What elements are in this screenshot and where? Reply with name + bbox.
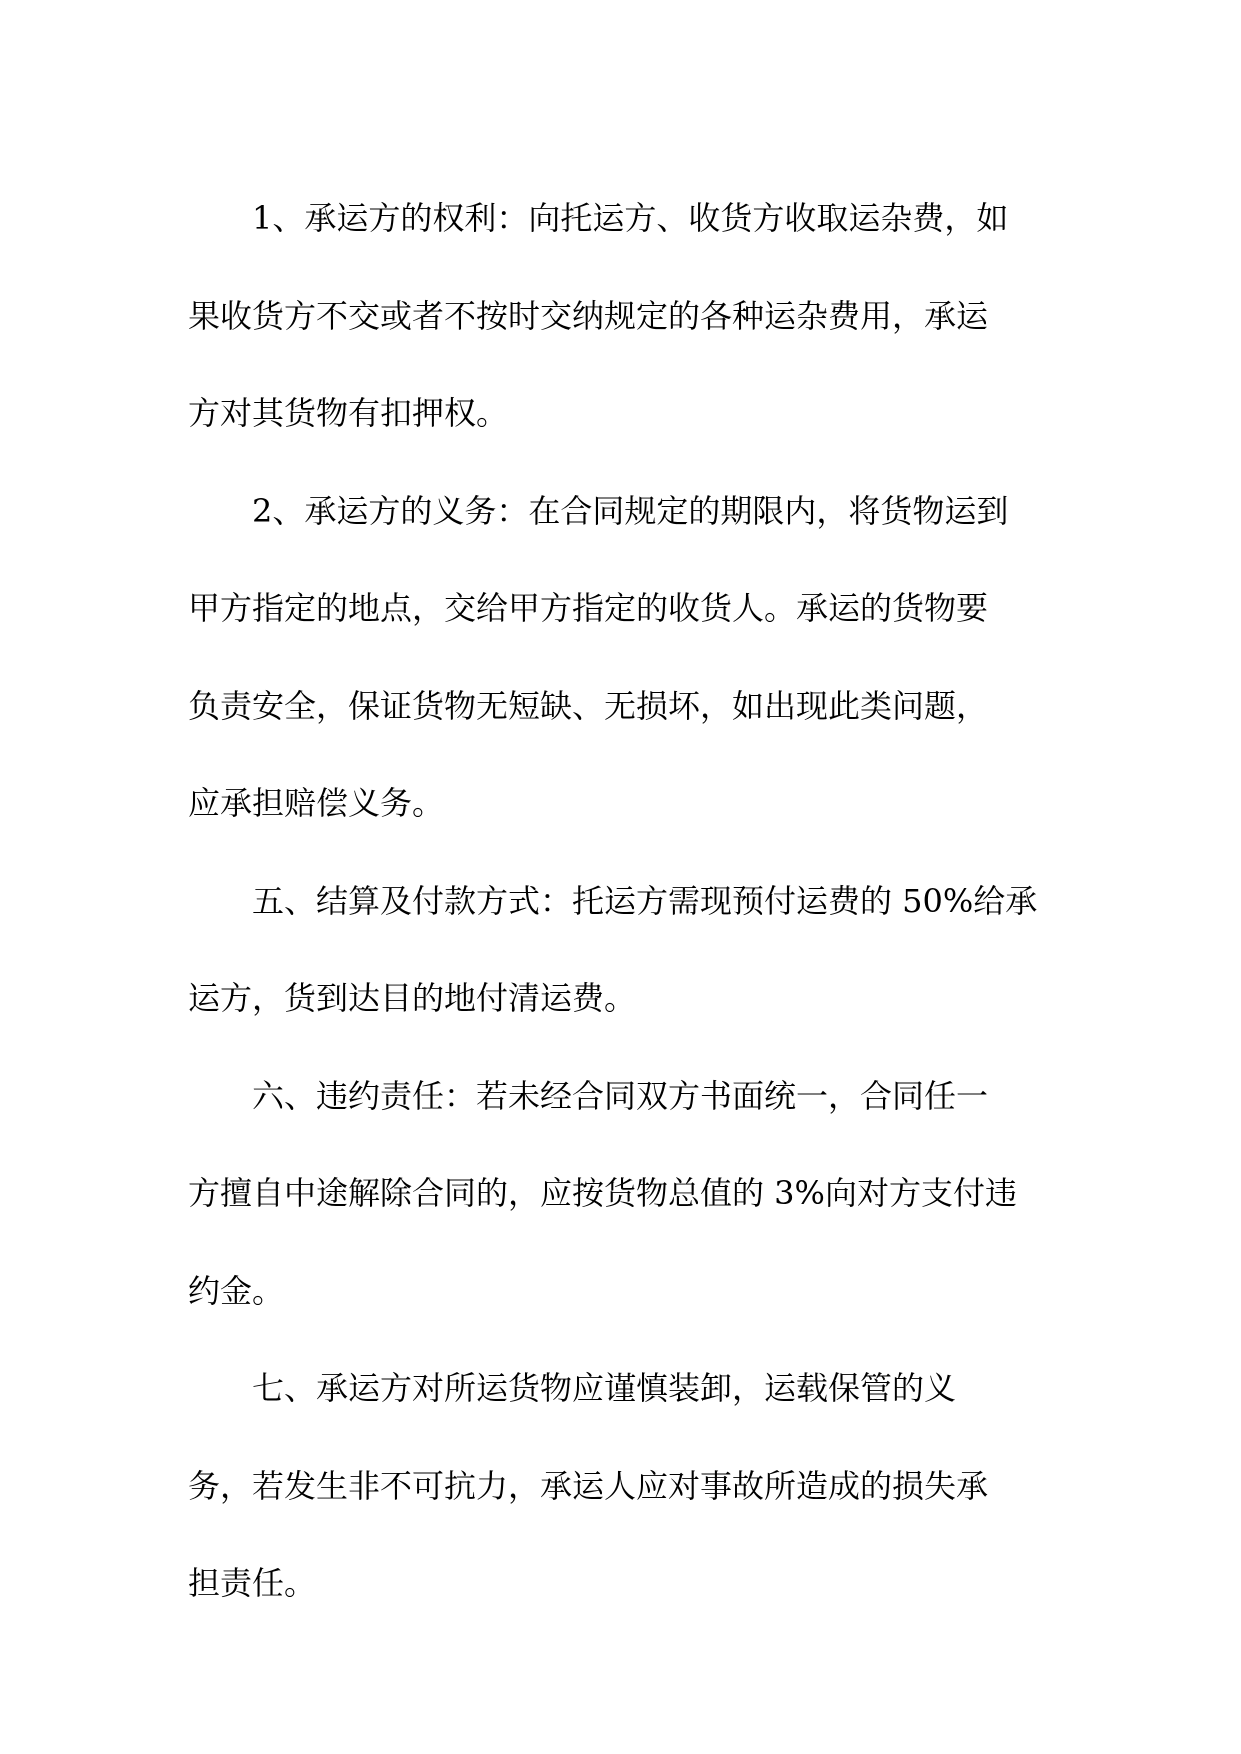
text-line: 果收货方不交或者不按时交纳规定的各种运杂费用，承运 — [188, 296, 989, 335]
paragraph-carrier-rights — [188, 170, 1068, 463]
text-line: 七、承运方对所运货物应谨慎装卸，运载保管的义 — [252, 1369, 957, 1407]
text-line: 五、结算及付款方式：托运方需现预付运费的 50%给承 — [252, 881, 1038, 920]
paragraph-settlement-payment — [188, 853, 1068, 1048]
document-body — [188, 170, 1068, 1633]
text-line: 负责安全，保证货物无短缺、无损坏，如出现此类问题， — [188, 686, 989, 725]
text-line: 应承担赔偿义务。 — [188, 784, 445, 822]
text-line: 务，若发生非不可抗力，承运人应对事故所造成的损失承 — [188, 1466, 989, 1505]
paragraph-breach-liability — [188, 1048, 1068, 1341]
paragraph-handling-care — [188, 1340, 1068, 1633]
paragraph-carrier-obligations — [188, 463, 1068, 853]
text-line: 六、违约责任：若未经合同双方书面统一，合同任一 — [252, 1076, 989, 1115]
text-line: 1、承运方的权利：向托运方、收货方收取运杂费，如 — [252, 199, 1009, 237]
text-line: 2、承运方的义务：在合同规定的期限内，将货物运到 — [252, 491, 1009, 530]
text-line: 甲方指定的地点，交给甲方指定的收货人。承运的货物要 — [188, 589, 989, 627]
text-line: 担责任。 — [188, 1564, 317, 1602]
text-line: 方擅自中途解除合同的，应按货物总值的 3%向对方支付违 — [188, 1174, 1017, 1212]
text-line: 运方，货到达目的地付清运费。 — [188, 979, 637, 1017]
text-line: 方对其货物有扣押权。 — [188, 394, 509, 432]
text-line: 约金。 — [188, 1271, 285, 1310]
